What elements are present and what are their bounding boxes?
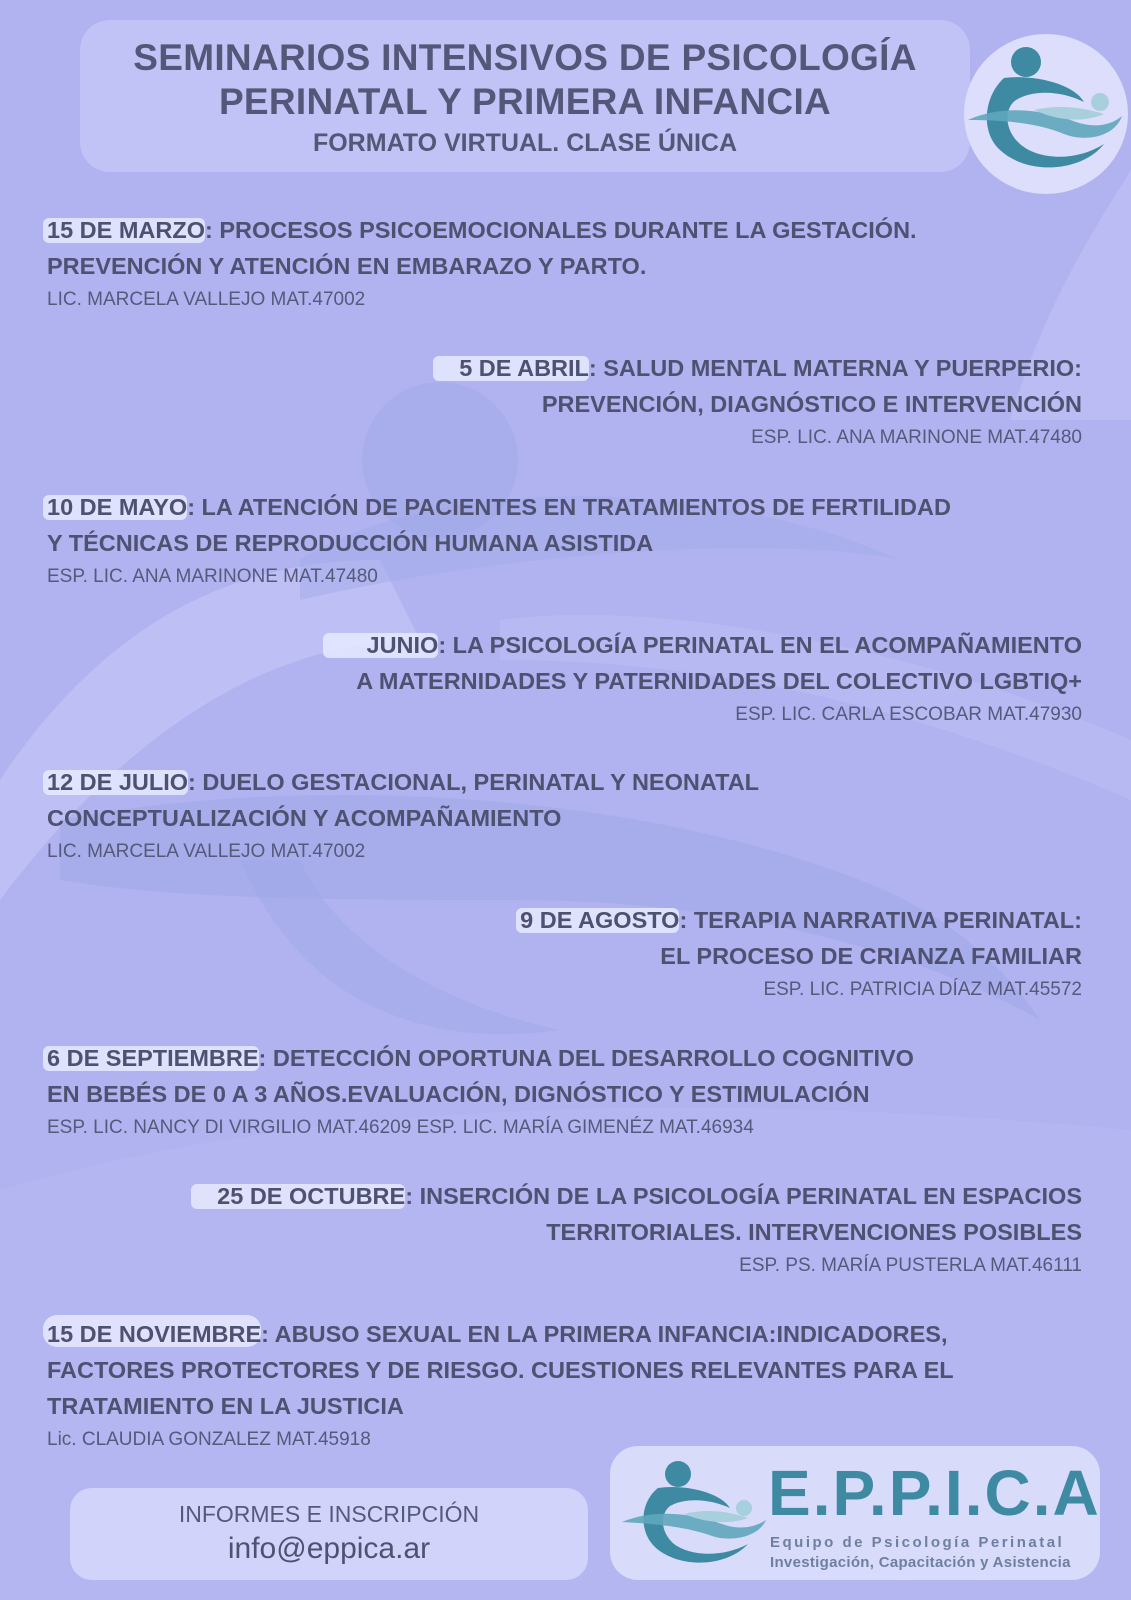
session-title: : SALUD MENTAL MATERNA Y PUERPERIO: [588,355,1082,381]
session-agosto [47,902,1082,1004]
header-title-box [80,20,970,172]
session-speaker: ESP. LIC. CARLA ESCOBAR MAT.47930 [735,704,1082,725]
session-noviembre [47,1316,1082,1454]
session-date: 10 DE MAYO [47,494,188,520]
session-title: : PROCESOS PSICOEMOCIONALES DURANTE LA GESTACIÓN. [205,217,917,243]
session-date: 12 DE JULIO [47,769,189,795]
session-mayo [47,489,1082,591]
session-date: 5 DE ABRIL [459,355,589,381]
brand-tagline-2: Investigación, Capacitación y Asistencia [770,1554,1071,1571]
session-date: JUNIO [366,632,439,658]
session-title: TRATAMIENTO EN LA JUSTICIA [47,1393,404,1419]
session-title: : DETECCIÓN OPORTUNA DEL DESARROLLO COGNITIVO [258,1045,914,1071]
session-speaker: ESP. LIC. PATRICIA DÍAZ MAT.45572 [763,979,1082,1000]
brand-box [610,1446,1100,1580]
session-junio [47,627,1082,729]
session-title: : TERAPIA NARRATIVA PERINATAL: [679,907,1082,933]
session-date: 6 DE SEPTIEMBRE [47,1045,259,1071]
page-subtitle: FORMATO VIRTUAL. CLASE ÚNICA [312,129,738,157]
session-date: 25 DE OCTUBRE [217,1183,406,1209]
session-title: A MATERNIDADES Y PATERNIDADES DEL COLECTIVO LGBTIQ+ [356,668,1082,694]
session-julio [47,764,1082,866]
session-abril [47,350,1082,452]
session-speaker: ESP. LIC. ANA MARINONE MAT.47480 [47,566,378,587]
session-date: 15 DE NOVIEMBRE [47,1321,262,1347]
session-speaker: LIC. MARCELA VALLEJO MAT.47002 [47,841,366,862]
brand-name: E.P.P.I.C.A [768,1457,1101,1529]
session-date: 9 DE AGOSTO [520,907,680,933]
brand-tagline-1: Equipo de Psicología Perinatal [770,1534,1065,1551]
contact-box [70,1488,588,1580]
session-title: PREVENCIÓN Y ATENCIÓN EN EMBARAZO Y PARTO. [47,253,647,279]
session-speaker: LIC. MARCELA VALLEJO MAT.47002 [47,289,366,310]
session-speaker: Lic. CLAUDIA GONZALEZ MAT.45918 [47,1429,371,1450]
session-title: Y TÉCNICAS DE REPRODUCCIÓN HUMANA ASISTIDA [47,530,654,556]
contact-label: INFORMES E INSCRIPCIÓN [178,1501,480,1527]
eppica-logo-icon [964,34,1128,194]
session-title: EN BEBÉS DE 0 A 3 AÑOS.EVALUACIÓN, DIGNÓSTICO Y ESTIMULACIÓN [47,1081,870,1107]
session-title: PREVENCIÓN, DIAGNÓSTICO E INTERVENCIÓN [541,391,1082,417]
session-title: FACTORES PROTECTORES Y DE RIESGO. CUESTIONES RELEVANTES PARA EL [47,1357,954,1383]
session-speaker: ESP. PS. MARÍA PUSTERLA MAT.46111 [739,1255,1082,1276]
session-title: CONCEPTUALIZACIÓN Y ACOMPAÑAMIENTO [47,805,562,831]
session-title: : INSERCIÓN DE LA PSICOLOGÍA PERINATAL EN ESPACIOS [405,1183,1082,1209]
session-date: 15 DE MARZO [47,217,205,243]
session-octubre [47,1178,1082,1280]
page-title-line-1: SEMINARIOS INTENSIVOS DE PSICOLOGÍA [133,37,917,78]
session-title: : LA PSICOLOGÍA PERINATAL EN EL ACOMPAÑAMIENTO [438,632,1082,658]
eppica-logo-icon [620,1454,770,1574]
page-title-line-2: PERINATAL Y PRIMERA INFANCIA [218,81,832,122]
top-logo [964,34,1128,194]
session-marzo [47,212,1082,314]
session-title: : LA ATENCIÓN DE PACIENTES EN TRATAMIENTOS DE FERTILIDAD [187,494,951,520]
contact-email[interactable]: info@eppica.ar [227,1532,431,1565]
session-speaker: ESP. LIC. ANA MARINONE MAT.47480 [751,427,1082,448]
session-speaker: ESP. LIC. NANCY DI VIRGILIO MAT.46209 ESP. LIC. MARÍA GIMENÉZ MAT.46934 [47,1117,754,1138]
session-title: TERRITORIALES. INTERVENCIONES POSIBLES [546,1219,1082,1245]
session-title: EL PROCESO DE CRIANZA FAMILIAR [660,943,1082,969]
session-septiembre [47,1040,1082,1142]
session-title: : DUELO GESTACIONAL, PERINATAL Y NEONATAL [188,769,760,795]
session-title: : ABUSO SEXUAL EN LA PRIMERA INFANCIA:INDICADORES, [261,1321,948,1347]
